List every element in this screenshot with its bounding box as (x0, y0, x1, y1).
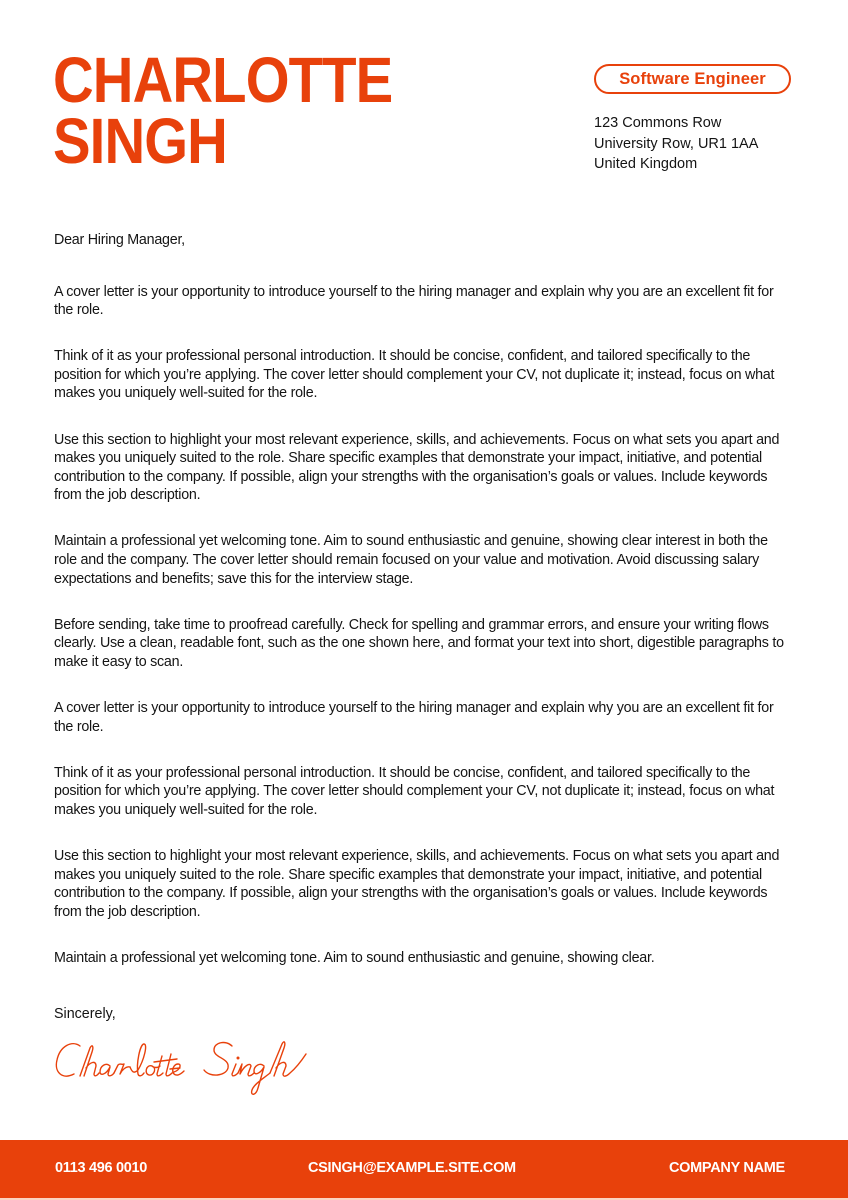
paragraph: Think of it as your professional personal introduction. It should be concise, confident, and tailored specifically to the position for which you’re applying. The cover letter should complement your CV, not duplicate it; instead, focus on what makes you uniquely well-suited for the role. (54, 348, 775, 402)
applicant-name (53, 44, 393, 177)
paragraph: Maintain a professional yet welcoming tone. Aim to sound enthusiastic and genuine, showing clear interest in both the role and the company. The cover letter should remain focused on your value and motivation. Avoid discussing salary expectations and benefits; save this for the interview stage. (54, 533, 768, 587)
applicant-first-name: CHARLOTTE (53, 44, 393, 116)
contact-footer (0, 1140, 848, 1198)
paragraph: Maintain a professional yet welcoming tone. Aim to sound enthusiastic and genuine, showing clear. (54, 949, 655, 966)
address-line-2: University Row, UR1 1AA (594, 135, 759, 152)
signature-icon (50, 1030, 330, 1105)
paragraph: Before sending, take time to proofread carefully. Check for spelling and grammar errors, and ensure your writing flows clearly. Use a clean, readable font, such as the one shown here, and format your text into short, digestible paragraphs to make it easy to scan. (54, 616, 784, 670)
paragraph: Use this section to highlight your most relevant experience, skills, and achievements. Focus on what sets you apart and makes you uniquely suited to the role. Share specific examples that demonstrate your impact, initiative, and potential contribution to the company. If possible, align your strengths with the organisation’s goals or values. Include keywords from the job description. (54, 847, 780, 920)
footer-company: COMPANY NAME (669, 1160, 785, 1176)
letter-body (54, 231, 789, 995)
applicant-last-name: SINGH (53, 105, 227, 177)
footer-phone: 0113 496 0010 (55, 1160, 148, 1176)
paragraph: Use this section to highlight your most relevant experience, skills, and achievements. Focus on what sets you apart and makes you uniquely suited to the role. Share specific examples that demonstrate your impact, initiative, and potential contribution to the company. If possible, align your strengths with the organisation’s goals or values. Include keywords from the job description. (54, 431, 780, 504)
address-line-3: United Kingdom (594, 156, 698, 172)
paragraph: Think of it as your professional personal introduction. It should be concise, confident, and tailored specifically to the position for which you’re applying. The cover letter should complement your CV, not duplicate it; instead, focus on what makes you uniquely well-suited for the role. (54, 764, 775, 818)
closing: Sincerely, (54, 1006, 116, 1022)
salutation: Dear Hiring Manager, (54, 232, 185, 248)
paragraph: A cover letter is your opportunity to introduce yourself to the hiring manager and explain why you are an excellent fit for the role. (54, 700, 774, 735)
paragraph: A cover letter is your opportunity to introduce yourself to the hiring manager and explain why you are an excellent fit for the role. (54, 283, 774, 319)
job-title-badge: Software Engineer (594, 64, 791, 94)
footer-email: CSINGH@EXAMPLE.SITE.COM (308, 1160, 516, 1176)
address-block (594, 113, 758, 175)
address-line-1: 123 Commons Row (594, 115, 722, 131)
